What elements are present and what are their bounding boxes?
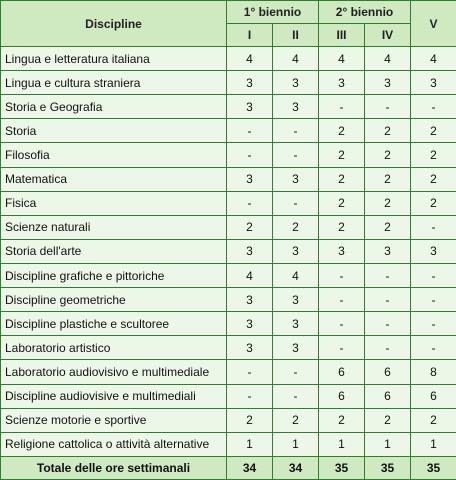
group-header-first-biennium: 1° biennio xyxy=(227,1,319,24)
year-header-5: V xyxy=(411,1,456,47)
total-label: Totale delle ore settimanali xyxy=(1,457,227,480)
hours-cell: - xyxy=(365,336,411,360)
subject-cell: Laboratorio audiovisivo e multimediale xyxy=(1,360,227,384)
hours-cell: 4 xyxy=(411,47,456,71)
hours-cell: 1 xyxy=(411,432,456,456)
hours-cell: 2 xyxy=(365,408,411,432)
total-cell: 35 xyxy=(411,457,456,480)
hours-cell: 3 xyxy=(365,71,411,95)
subject-cell: Fisica xyxy=(1,191,227,215)
hours-cell: 2 xyxy=(365,119,411,143)
group-header-second-biennium: 2° biennio xyxy=(319,1,411,24)
table-row xyxy=(1,360,456,384)
hours-cell: 2 xyxy=(411,167,456,191)
table-row xyxy=(1,239,456,263)
subject-cell: Filosofia xyxy=(1,143,227,167)
hours-cell: 2 xyxy=(319,119,365,143)
subject-cell: Discipline grafiche e pittoriche xyxy=(1,263,227,287)
total-cell: 35 xyxy=(365,457,411,480)
hours-cell: 8 xyxy=(411,360,456,384)
hours-cell: 2 xyxy=(365,215,411,239)
table-body xyxy=(1,47,456,457)
subject-cell: Scienze motorie e sportive xyxy=(1,408,227,432)
total-cell: 35 xyxy=(319,457,365,480)
total-cell: 34 xyxy=(273,457,319,480)
hours-cell: 3 xyxy=(273,336,319,360)
hours-cell: 3 xyxy=(227,312,273,336)
hours-cell: 3 xyxy=(227,71,273,95)
total-row xyxy=(1,457,456,480)
subject-cell: Storia xyxy=(1,119,227,143)
table-row xyxy=(1,384,456,408)
hours-cell: 2 xyxy=(273,408,319,432)
table-row xyxy=(1,408,456,432)
hours-cell: 3 xyxy=(365,239,411,263)
hours-cell: 3 xyxy=(227,95,273,119)
hours-cell: 4 xyxy=(273,47,319,71)
table-row xyxy=(1,191,456,215)
hours-cell: 4 xyxy=(365,47,411,71)
hours-cell: 4 xyxy=(319,47,365,71)
hours-cell: - xyxy=(411,312,456,336)
hours-cell: 3 xyxy=(273,95,319,119)
table-row xyxy=(1,71,456,95)
hours-cell: 6 xyxy=(411,384,456,408)
subject-cell: Religione cattolica o attività alternative xyxy=(1,432,227,456)
table-row xyxy=(1,263,456,287)
hours-cell: 3 xyxy=(227,288,273,312)
header-row-groups xyxy=(1,1,456,24)
hours-cell: 3 xyxy=(273,239,319,263)
hours-cell: 3 xyxy=(227,239,273,263)
subject-cell: Discipline audiovisive e multimediali xyxy=(1,384,227,408)
hours-cell: - xyxy=(227,143,273,167)
hours-cell: 1 xyxy=(319,432,365,456)
hours-cell: - xyxy=(411,336,456,360)
hours-cell: 4 xyxy=(227,47,273,71)
hours-cell: - xyxy=(319,336,365,360)
hours-cell: 1 xyxy=(273,432,319,456)
hours-cell: - xyxy=(365,288,411,312)
hours-cell: 3 xyxy=(273,312,319,336)
hours-cell: 2 xyxy=(319,215,365,239)
hours-cell: 2 xyxy=(273,215,319,239)
hours-cell: - xyxy=(319,312,365,336)
subject-cell: Matematica xyxy=(1,167,227,191)
hours-cell: 2 xyxy=(319,143,365,167)
hours-cell: - xyxy=(411,215,456,239)
table-row xyxy=(1,143,456,167)
year-header-4: IV xyxy=(365,24,411,47)
hours-cell: 4 xyxy=(227,263,273,287)
subject-cell: Lingua e cultura straniera xyxy=(1,71,227,95)
subject-cell: Scienze naturali xyxy=(1,215,227,239)
table-row xyxy=(1,288,456,312)
hours-cell: 4 xyxy=(273,263,319,287)
hours-cell: 3 xyxy=(273,288,319,312)
hours-cell: - xyxy=(411,288,456,312)
subject-cell: Laboratorio artistico xyxy=(1,336,227,360)
total-cell: 34 xyxy=(227,457,273,480)
hours-cell: 3 xyxy=(227,167,273,191)
subject-column-header: Discipline xyxy=(1,1,227,47)
table-row xyxy=(1,167,456,191)
hours-cell: 2 xyxy=(365,143,411,167)
table-row xyxy=(1,95,456,119)
hours-cell: - xyxy=(273,384,319,408)
table-row xyxy=(1,432,456,456)
subject-cell: Lingua e letteratura italiana xyxy=(1,47,227,71)
hours-cell: 6 xyxy=(365,360,411,384)
hours-cell: 2 xyxy=(227,408,273,432)
hours-cell: 2 xyxy=(319,167,365,191)
hours-cell: 3 xyxy=(273,71,319,95)
table-row xyxy=(1,215,456,239)
subject-cell: Discipline geometriche xyxy=(1,288,227,312)
hours-cell: 2 xyxy=(365,167,411,191)
hours-cell: - xyxy=(227,384,273,408)
hours-cell: 3 xyxy=(319,239,365,263)
hours-cell: - xyxy=(227,191,273,215)
hours-cell: - xyxy=(411,95,456,119)
hours-cell: - xyxy=(227,360,273,384)
hours-cell: 3 xyxy=(411,239,456,263)
hours-cell: 1 xyxy=(365,432,411,456)
hours-cell: - xyxy=(227,119,273,143)
hours-cell: - xyxy=(411,263,456,287)
hours-cell: 2 xyxy=(227,215,273,239)
hours-cell: 2 xyxy=(319,408,365,432)
hours-cell: 3 xyxy=(273,167,319,191)
table-header xyxy=(1,1,456,47)
table-row xyxy=(1,336,456,360)
table-row xyxy=(1,47,456,71)
subject-cell: Discipline plastiche e scultoree xyxy=(1,312,227,336)
subject-cell: Storia dell'arte xyxy=(1,239,227,263)
hours-cell: - xyxy=(365,95,411,119)
hours-cell: - xyxy=(365,312,411,336)
table-row xyxy=(1,119,456,143)
hours-cell: 6 xyxy=(319,384,365,408)
hours-cell: 1 xyxy=(227,432,273,456)
hours-cell: - xyxy=(319,263,365,287)
subject-cell: Storia e Geografia xyxy=(1,95,227,119)
year-header-3: III xyxy=(319,24,365,47)
hours-cell: 2 xyxy=(365,191,411,215)
hours-cell: - xyxy=(365,263,411,287)
hours-cell: - xyxy=(273,119,319,143)
hours-cell: 2 xyxy=(411,119,456,143)
hours-cell: 2 xyxy=(319,191,365,215)
hours-cell: 2 xyxy=(411,408,456,432)
hours-cell: 2 xyxy=(411,143,456,167)
hours-cell: 3 xyxy=(411,71,456,95)
hours-cell: - xyxy=(319,288,365,312)
hours-cell: 3 xyxy=(227,336,273,360)
year-header-2: II xyxy=(273,24,319,47)
hours-cell: 6 xyxy=(365,384,411,408)
hours-cell: 6 xyxy=(319,360,365,384)
year-header-1: I xyxy=(227,24,273,47)
hours-cell: - xyxy=(319,95,365,119)
table-footer xyxy=(1,457,456,480)
hours-cell: 3 xyxy=(319,71,365,95)
table-row xyxy=(1,312,456,336)
hours-cell: 2 xyxy=(411,191,456,215)
hours-cell: - xyxy=(273,191,319,215)
hours-cell: - xyxy=(273,360,319,384)
hours-cell: - xyxy=(273,143,319,167)
